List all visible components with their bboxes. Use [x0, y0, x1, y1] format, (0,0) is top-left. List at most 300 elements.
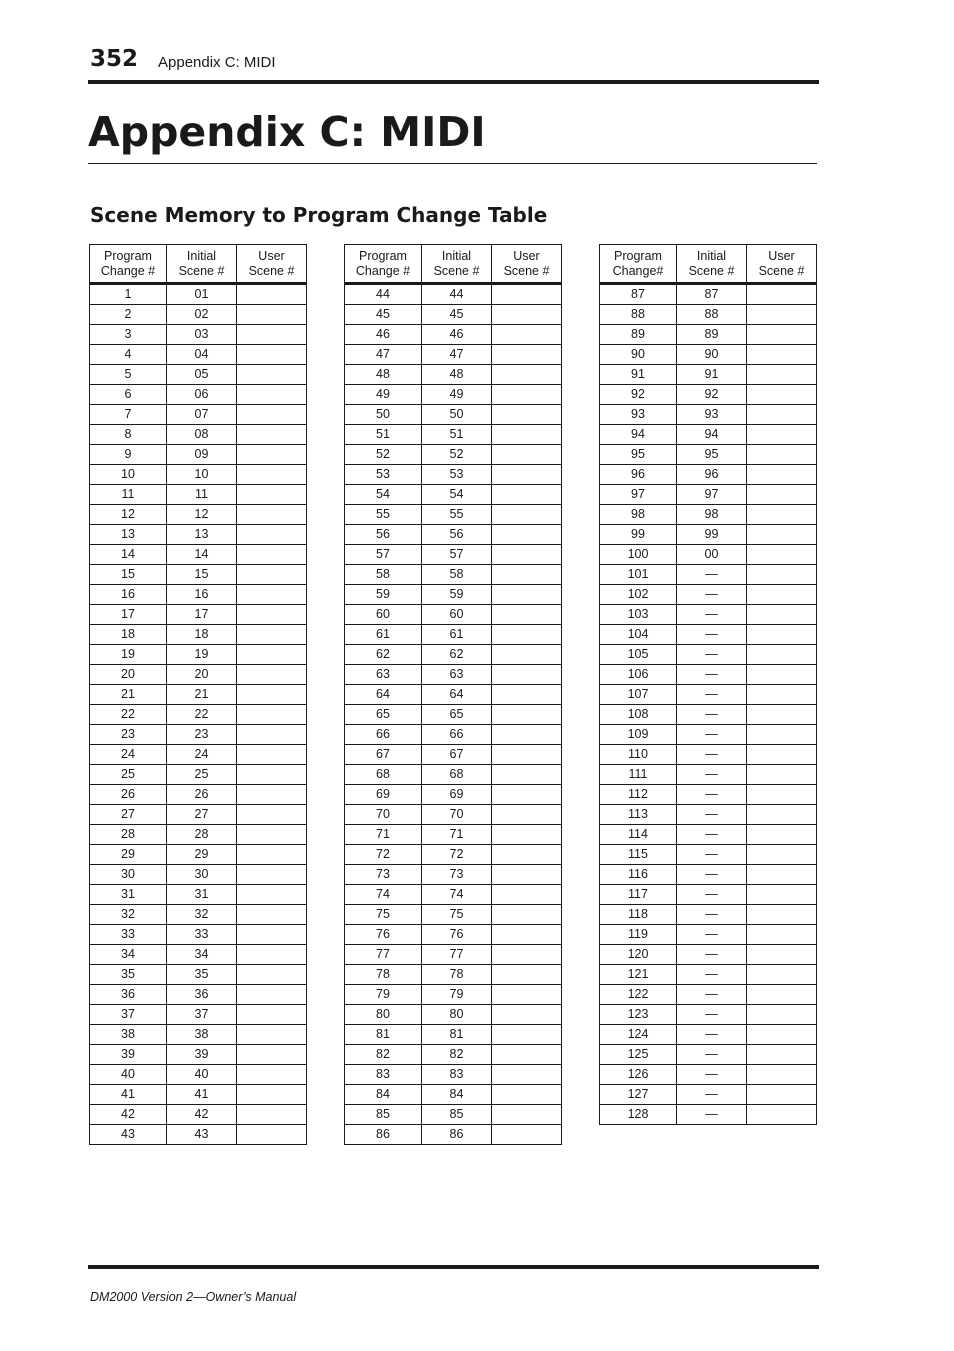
user-scene-cell	[747, 1045, 817, 1065]
user-scene-cell	[492, 645, 562, 665]
table-row	[345, 905, 562, 925]
header-program-change: Program Change#	[600, 245, 677, 284]
initial-scene-cell: 50	[422, 405, 492, 425]
table-row	[600, 385, 817, 405]
program-change-cell: 76	[345, 925, 422, 945]
user-scene-cell	[747, 745, 817, 765]
header-user-scene: User Scene #	[747, 245, 817, 284]
initial-scene-cell: 65	[422, 705, 492, 725]
program-change-cell: 11	[90, 485, 167, 505]
program-change-cell: 21	[90, 685, 167, 705]
initial-scene-cell: 30	[167, 865, 237, 885]
initial-scene-cell: 78	[422, 965, 492, 985]
program-change-cell: 78	[345, 965, 422, 985]
table-row	[600, 705, 817, 725]
program-change-cell: 71	[345, 825, 422, 845]
user-scene-cell	[237, 605, 307, 625]
table-row	[90, 325, 307, 345]
user-scene-cell	[237, 865, 307, 885]
program-change-cell: 65	[345, 705, 422, 725]
user-scene-cell	[747, 505, 817, 525]
initial-scene-cell: 39	[167, 1045, 237, 1065]
initial-scene-cell: —	[677, 665, 747, 685]
initial-scene-cell: 90	[677, 345, 747, 365]
program-change-cell: 113	[600, 805, 677, 825]
initial-scene-cell: 74	[422, 885, 492, 905]
header-initial-scene: Initial Scene #	[677, 245, 747, 284]
user-scene-cell	[237, 745, 307, 765]
user-scene-cell	[492, 405, 562, 425]
user-scene-cell	[747, 545, 817, 565]
initial-scene-cell: 18	[167, 625, 237, 645]
user-scene-cell	[747, 645, 817, 665]
program-change-cell: 20	[90, 665, 167, 685]
program-change-cell: 16	[90, 585, 167, 605]
table-row	[345, 465, 562, 485]
table-row	[600, 625, 817, 645]
user-scene-cell	[237, 365, 307, 385]
scene-table-3	[599, 244, 817, 1125]
program-change-cell: 67	[345, 745, 422, 765]
initial-scene-cell: 48	[422, 365, 492, 385]
table-row	[600, 725, 817, 745]
user-scene-cell	[237, 885, 307, 905]
user-scene-cell	[492, 805, 562, 825]
user-scene-cell	[492, 325, 562, 345]
table-row	[90, 605, 307, 625]
table-row	[345, 325, 562, 345]
table-row	[90, 1045, 307, 1065]
initial-scene-cell: —	[677, 785, 747, 805]
initial-scene-cell: 97	[677, 485, 747, 505]
user-scene-cell	[237, 1105, 307, 1125]
user-scene-cell	[237, 925, 307, 945]
table-row	[90, 284, 307, 305]
program-change-cell: 2	[90, 305, 167, 325]
user-scene-cell	[492, 505, 562, 525]
program-change-cell: 82	[345, 1045, 422, 1065]
program-change-cell: 128	[600, 1105, 677, 1125]
user-scene-cell	[492, 985, 562, 1005]
initial-scene-cell: 96	[677, 465, 747, 485]
initial-scene-cell: 77	[422, 945, 492, 965]
initial-scene-cell: 25	[167, 765, 237, 785]
table-row	[600, 885, 817, 905]
user-scene-cell	[492, 705, 562, 725]
program-change-cell: 4	[90, 345, 167, 365]
table-row	[345, 565, 562, 585]
program-change-cell: 104	[600, 625, 677, 645]
title-rule	[88, 163, 817, 164]
initial-scene-cell: —	[677, 985, 747, 1005]
table-row	[90, 525, 307, 545]
user-scene-cell	[747, 1065, 817, 1085]
table-row	[600, 905, 817, 925]
initial-scene-cell: 91	[677, 365, 747, 385]
initial-scene-cell: 66	[422, 725, 492, 745]
table-row	[90, 845, 307, 865]
initial-scene-cell: 06	[167, 385, 237, 405]
user-scene-cell	[747, 445, 817, 465]
table-row	[90, 785, 307, 805]
initial-scene-cell: —	[677, 765, 747, 785]
user-scene-cell	[237, 805, 307, 825]
initial-scene-cell: 19	[167, 645, 237, 665]
program-change-cell: 94	[600, 425, 677, 445]
user-scene-cell	[492, 545, 562, 565]
program-change-cell: 31	[90, 885, 167, 905]
initial-scene-cell: 40	[167, 1065, 237, 1085]
user-scene-cell	[237, 765, 307, 785]
initial-scene-cell: 23	[167, 725, 237, 745]
user-scene-cell	[237, 1085, 307, 1105]
initial-scene-cell: 86	[422, 1125, 492, 1145]
program-change-cell: 29	[90, 845, 167, 865]
program-change-cell: 84	[345, 1085, 422, 1105]
user-scene-cell	[237, 1125, 307, 1145]
user-scene-cell	[747, 685, 817, 705]
user-scene-cell	[237, 665, 307, 685]
user-scene-cell	[492, 1065, 562, 1085]
program-change-cell: 89	[600, 325, 677, 345]
user-scene-cell	[237, 525, 307, 545]
initial-scene-cell: 22	[167, 705, 237, 725]
table-row	[600, 1025, 817, 1045]
table-row	[345, 985, 562, 1005]
program-change-cell: 115	[600, 845, 677, 865]
running-header-title: Appendix C: MIDI	[158, 54, 276, 71]
table-row	[345, 405, 562, 425]
user-scene-cell	[747, 325, 817, 345]
user-scene-cell	[747, 965, 817, 985]
user-scene-cell	[237, 345, 307, 365]
program-change-cell: 59	[345, 585, 422, 605]
program-change-cell: 120	[600, 945, 677, 965]
table-row	[345, 965, 562, 985]
table-row	[600, 545, 817, 565]
program-change-cell: 86	[345, 1125, 422, 1145]
table-row	[345, 425, 562, 445]
user-scene-cell	[237, 685, 307, 705]
table-row	[90, 425, 307, 445]
program-change-cell: 101	[600, 565, 677, 585]
initial-scene-cell: 21	[167, 685, 237, 705]
user-scene-cell	[237, 725, 307, 745]
user-scene-cell	[747, 845, 817, 865]
user-scene-cell	[492, 925, 562, 945]
table-row	[345, 645, 562, 665]
program-change-cell: 22	[90, 705, 167, 725]
user-scene-cell	[747, 284, 817, 305]
initial-scene-cell: —	[677, 1005, 747, 1025]
program-change-cell: 8	[90, 425, 167, 445]
table-row	[345, 505, 562, 525]
table-row	[90, 1125, 307, 1145]
table-row	[345, 1125, 562, 1145]
initial-scene-cell: 00	[677, 545, 747, 565]
program-change-cell: 80	[345, 1005, 422, 1025]
initial-scene-cell: 28	[167, 825, 237, 845]
user-scene-cell	[492, 865, 562, 885]
user-scene-cell	[747, 805, 817, 825]
table-row	[600, 1005, 817, 1025]
table-row	[600, 565, 817, 585]
initial-scene-cell: —	[677, 945, 747, 965]
program-change-cell: 102	[600, 585, 677, 605]
table-row	[345, 745, 562, 765]
initial-scene-cell: 29	[167, 845, 237, 865]
initial-scene-cell: 16	[167, 585, 237, 605]
table-row	[90, 545, 307, 565]
header-user-scene: User Scene #	[237, 245, 307, 284]
program-change-cell: 52	[345, 445, 422, 465]
user-scene-cell	[747, 365, 817, 385]
initial-scene-cell: 42	[167, 1105, 237, 1125]
program-change-cell: 123	[600, 1005, 677, 1025]
program-change-cell: 39	[90, 1045, 167, 1065]
user-scene-cell	[492, 1105, 562, 1125]
program-change-cell: 66	[345, 725, 422, 745]
user-scene-cell	[747, 345, 817, 365]
program-change-cell: 42	[90, 1105, 167, 1125]
program-change-cell: 56	[345, 525, 422, 545]
initial-scene-cell: —	[677, 725, 747, 745]
table-row	[345, 485, 562, 505]
table-row	[345, 1045, 562, 1065]
initial-scene-cell: 87	[677, 284, 747, 305]
user-scene-cell	[747, 1025, 817, 1045]
table-row	[90, 825, 307, 845]
table-row	[600, 284, 817, 305]
user-scene-cell	[237, 965, 307, 985]
table-row	[345, 625, 562, 645]
table-row	[345, 865, 562, 885]
initial-scene-cell: 73	[422, 865, 492, 885]
table-row	[90, 765, 307, 785]
initial-scene-cell: 82	[422, 1045, 492, 1065]
program-change-cell: 47	[345, 345, 422, 365]
user-scene-cell	[237, 465, 307, 485]
user-scene-cell	[492, 365, 562, 385]
initial-scene-cell: 45	[422, 305, 492, 325]
initial-scene-cell: 76	[422, 925, 492, 945]
table-row	[345, 765, 562, 785]
table-row	[600, 665, 817, 685]
program-change-cell: 119	[600, 925, 677, 945]
initial-scene-cell: 51	[422, 425, 492, 445]
table-row	[90, 365, 307, 385]
table-row	[600, 825, 817, 845]
program-change-cell: 118	[600, 905, 677, 925]
program-change-cell: 90	[600, 345, 677, 365]
section-title: Scene Memory to Program Change Table	[90, 203, 548, 227]
scene-table-1	[89, 244, 307, 1145]
user-scene-cell	[492, 685, 562, 705]
user-scene-cell	[747, 525, 817, 545]
table-row	[345, 925, 562, 945]
program-change-cell: 72	[345, 845, 422, 865]
user-scene-cell	[492, 785, 562, 805]
table-row	[600, 345, 817, 365]
initial-scene-cell: 20	[167, 665, 237, 685]
user-scene-cell	[237, 645, 307, 665]
program-change-cell: 111	[600, 765, 677, 785]
user-scene-cell	[492, 465, 562, 485]
initial-scene-cell: 75	[422, 905, 492, 925]
initial-scene-cell: —	[677, 585, 747, 605]
user-scene-cell	[747, 405, 817, 425]
user-scene-cell	[747, 985, 817, 1005]
program-change-cell: 124	[600, 1025, 677, 1045]
table-row	[345, 1085, 562, 1105]
table-row	[90, 865, 307, 885]
program-change-cell: 6	[90, 385, 167, 405]
program-change-cell: 105	[600, 645, 677, 665]
program-change-cell: 10	[90, 465, 167, 485]
initial-scene-cell: —	[677, 645, 747, 665]
initial-scene-cell: —	[677, 1025, 747, 1045]
initial-scene-cell: 03	[167, 325, 237, 345]
initial-scene-cell: —	[677, 865, 747, 885]
header-initial-scene: Initial Scene #	[167, 245, 237, 284]
table-row	[600, 865, 817, 885]
table-row	[345, 845, 562, 865]
program-change-cell: 126	[600, 1065, 677, 1085]
initial-scene-cell: 33	[167, 925, 237, 945]
table-row	[600, 1045, 817, 1065]
table-row	[600, 425, 817, 445]
initial-scene-cell: 83	[422, 1065, 492, 1085]
initial-scene-cell: 59	[422, 585, 492, 605]
initial-scene-cell: 34	[167, 945, 237, 965]
program-change-cell: 92	[600, 385, 677, 405]
table-row	[345, 945, 562, 965]
user-scene-cell	[492, 1125, 562, 1145]
program-change-cell: 98	[600, 505, 677, 525]
program-change-cell: 107	[600, 685, 677, 705]
initial-scene-cell: —	[677, 625, 747, 645]
initial-scene-cell: —	[677, 1045, 747, 1065]
user-scene-cell	[747, 305, 817, 325]
initial-scene-cell: 35	[167, 965, 237, 985]
program-change-cell: 46	[345, 325, 422, 345]
program-change-cell: 30	[90, 865, 167, 885]
program-change-cell: 34	[90, 945, 167, 965]
user-scene-cell	[747, 865, 817, 885]
program-change-cell: 18	[90, 625, 167, 645]
initial-scene-cell: —	[677, 905, 747, 925]
program-change-cell: 7	[90, 405, 167, 425]
table-row	[345, 345, 562, 365]
initial-scene-cell: 32	[167, 905, 237, 925]
table-row	[90, 1065, 307, 1085]
program-change-cell: 108	[600, 705, 677, 725]
program-change-cell: 81	[345, 1025, 422, 1045]
initial-scene-cell: 94	[677, 425, 747, 445]
program-change-cell: 49	[345, 385, 422, 405]
initial-scene-cell: 12	[167, 505, 237, 525]
program-change-cell: 19	[90, 645, 167, 665]
initial-scene-cell: 62	[422, 645, 492, 665]
header-rule	[88, 80, 819, 84]
user-scene-cell	[747, 1105, 817, 1125]
user-scene-cell	[492, 965, 562, 985]
user-scene-cell	[237, 1045, 307, 1065]
initial-scene-cell: 81	[422, 1025, 492, 1045]
program-change-cell: 50	[345, 405, 422, 425]
table-row	[600, 525, 817, 545]
initial-scene-cell: 17	[167, 605, 237, 625]
table-row	[90, 1005, 307, 1025]
table-row	[90, 445, 307, 465]
initial-scene-cell: 09	[167, 445, 237, 465]
header-program-change: Program Change #	[90, 245, 167, 284]
user-scene-cell	[747, 665, 817, 685]
initial-scene-cell: 47	[422, 345, 492, 365]
initial-scene-cell: 31	[167, 885, 237, 905]
user-scene-cell	[237, 705, 307, 725]
table-row	[600, 445, 817, 465]
program-change-cell: 109	[600, 725, 677, 745]
table-row	[345, 885, 562, 905]
program-change-cell: 96	[600, 465, 677, 485]
table-row	[345, 725, 562, 745]
program-change-cell: 117	[600, 885, 677, 905]
table-row	[90, 645, 307, 665]
user-scene-cell	[237, 385, 307, 405]
user-scene-cell	[492, 825, 562, 845]
initial-scene-cell: 70	[422, 805, 492, 825]
initial-scene-cell: 04	[167, 345, 237, 365]
program-change-cell: 26	[90, 785, 167, 805]
table-row	[90, 345, 307, 365]
program-change-cell: 77	[345, 945, 422, 965]
program-change-cell: 45	[345, 305, 422, 325]
initial-scene-cell: 89	[677, 325, 747, 345]
initial-scene-cell: 52	[422, 445, 492, 465]
program-change-cell: 38	[90, 1025, 167, 1045]
program-change-cell: 122	[600, 985, 677, 1005]
table-row	[345, 365, 562, 385]
table-row	[90, 905, 307, 925]
user-scene-cell	[237, 445, 307, 465]
user-scene-cell	[747, 785, 817, 805]
initial-scene-cell: 61	[422, 625, 492, 645]
table-row	[90, 505, 307, 525]
initial-scene-cell: 36	[167, 985, 237, 1005]
initial-scene-cell: —	[677, 825, 747, 845]
program-change-cell: 70	[345, 805, 422, 825]
initial-scene-cell: 99	[677, 525, 747, 545]
initial-scene-cell: 71	[422, 825, 492, 845]
table-row	[90, 1025, 307, 1045]
table-row	[90, 465, 307, 485]
program-change-cell: 54	[345, 485, 422, 505]
user-scene-cell	[747, 765, 817, 785]
program-change-cell: 17	[90, 605, 167, 625]
initial-scene-cell: 14	[167, 545, 237, 565]
program-change-cell: 88	[600, 305, 677, 325]
user-scene-cell	[237, 945, 307, 965]
initial-scene-cell: 72	[422, 845, 492, 865]
user-scene-cell	[747, 565, 817, 585]
initial-scene-cell: 53	[422, 465, 492, 485]
program-change-cell: 85	[345, 1105, 422, 1125]
user-scene-cell	[747, 605, 817, 625]
table-row	[345, 385, 562, 405]
initial-scene-cell: 24	[167, 745, 237, 765]
table-row	[90, 305, 307, 325]
